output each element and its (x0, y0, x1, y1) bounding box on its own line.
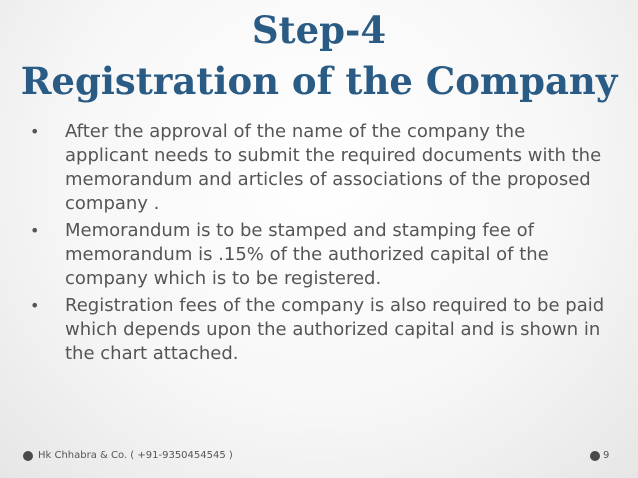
bullet-dot-icon: • (30, 296, 40, 315)
bullet-dot-icon: • (30, 221, 40, 240)
footer-contact-text: Hk Chhabra & Co. ( +91-9350454545 ) (38, 450, 233, 461)
bullet-text: After the approval of the name of the company the applicant needs to submit the required documents with the memorandum and articles of associations of the proposed company . (65, 121, 602, 214)
bullet-text: Memorandum is to be stamped and stamping fee of memorandum is .15% of the authorized capital of the company which is to be registered. (65, 220, 549, 289)
page-number-dot-icon (590, 451, 600, 461)
bullet-list (28, 120, 608, 369)
bullet-item (28, 294, 608, 366)
bullet-dot-icon: • (30, 122, 40, 141)
bullet-item (28, 219, 608, 291)
footer-dot-icon (23, 451, 33, 461)
bullet-item (28, 120, 608, 216)
bullet-text: Registration fees of the company is also required to be paid which depends upon the authorized capital and is shown in the chart attached. (65, 295, 605, 364)
slide-title-heading: Registration of the Company (20, 59, 618, 103)
slide-footer (0, 446, 638, 466)
page-number: 9 (603, 450, 610, 461)
slide-title-step: Step-4 (251, 8, 387, 52)
